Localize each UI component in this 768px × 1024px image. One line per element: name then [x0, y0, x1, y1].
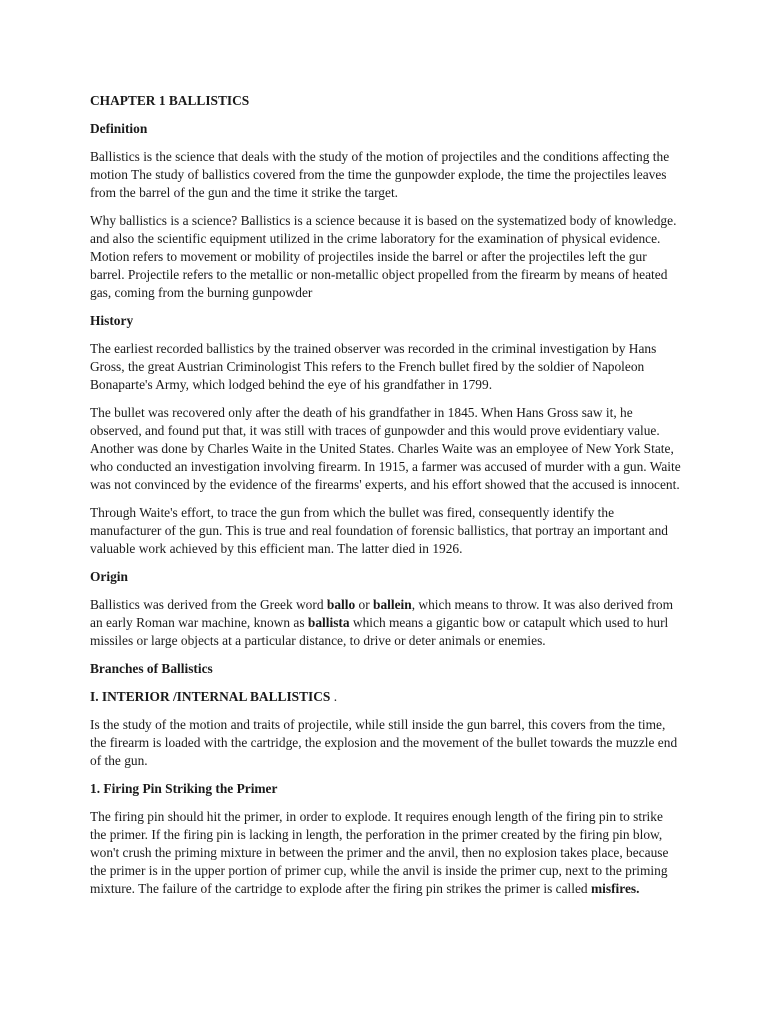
definition-paragraph-1: Ballistics is the science that deals with the study of the motion of projectiles and the conditions affecting the motion The study of ballistics covered from the time the gunpowder explode, the time the projectiles leaves from the barrel of the gun and the time it strike the target.	[90, 149, 670, 200]
firing-pin-heading: 1. Firing Pin Striking the Primer	[90, 781, 278, 796]
origin-text-4: which means a gigantic bow or catapult which used to hurl missiles or large objects at a particular distance, to drive or deter animals or enemies.	[90, 615, 669, 648]
definition-heading: Definition	[90, 121, 148, 136]
firing-pin-term-misfires: misfires.	[590, 881, 640, 896]
origin-term-ballo: ballo	[326, 597, 356, 612]
origin-text-3: , which means to throw. It was also derived from an early Roman war machine, known as	[90, 597, 674, 630]
firing-pin-text: The firing pin should hit the primer, in order to explode. It requires enough length of the firing pin to strike the primer. If the firing pin is lacking in length, the perforation in the primer created by the firing pin blow, won't crush the priming mixture in between the primer and the anvil, then no explosion takes place, because the primer is in the upper portion of primer cup, while the anvil is inside the primer cup, next to the priming mixture. The failure of the cartridge to explode after the firing pin strikes the primer is called	[90, 809, 669, 896]
history-paragraph-2: The bullet was recovered only after the death of his grandfather in 1845. When Hans Gross saw it, he observed, and found put that, it was still with traces of gunpowder and this would prove evidentiary value. Another was done by Charles Waite in the United States. Charles Waite was an employee of New York State, who conducted an investigation involving firearm. In 1915, a farmer was accused of murder with a gun. Waite was not convinced by the evidence of the firearms' experts, and his effort showed that the accused is innocent.	[90, 405, 681, 492]
interior-paragraph: Is the study of the motion and traits of projectile, while still inside the gun barrel, this covers from the time, the firearm is loaded with the cartridge, the explosion and the movement of the bullet towards the muzzle end of the gun.	[90, 717, 678, 768]
chapter-title: CHAPTER 1 BALLISTICS	[90, 93, 250, 108]
origin-paragraph	[90, 596, 682, 650]
interior-heading-rest: .	[330, 689, 338, 704]
history-paragraph-3: Through Waite's effort, to trace the gun from which the bullet was fired, consequently identify the manufacturer of the gun. This is true and real foundation of forensic ballistics, that portray an important and valuable work achieved by this efficient man. The latter died in 1926.	[90, 505, 668, 556]
interior-heading-bold: I. INTERIOR /INTERNAL BALLISTICS	[90, 689, 331, 704]
history-paragraph-1: The earliest recorded ballistics by the trained observer was recorded in the criminal investigation by Hans Gross, the great Austrian Criminologist This refers to the French bullet fired by the soldier of Napoleon Bonaparte's Army, which lodged behind the eye of his grandfather in 1799.	[90, 341, 657, 392]
interior-heading	[90, 688, 682, 706]
origin-term-ballein: ballein	[373, 597, 412, 612]
origin-text-2: or	[355, 597, 374, 612]
definition-paragraph-2: Why ballistics is a science? Ballistics is a science because it is based on the systematized body of knowledge. and also the scientific equipment utilized in the crime laboratory for the examination of physical evidence. Motion refers to movement or mobility of projectiles inside the barrel or after the projectiles left the gur barrel. Projectile refers to the metallic or non-metallic object propelled from the firearm by means of heated gas, coming from the burning gunpowder	[90, 213, 677, 300]
firing-pin-paragraph	[90, 808, 682, 898]
document-page	[90, 92, 682, 908]
origin-text-1: Ballistics was derived from the Greek word	[90, 597, 327, 612]
origin-heading: Origin	[90, 569, 128, 584]
origin-term-ballista: ballista	[307, 615, 350, 630]
history-heading: History	[90, 313, 134, 328]
branches-heading: Branches of Ballistics	[90, 661, 213, 676]
